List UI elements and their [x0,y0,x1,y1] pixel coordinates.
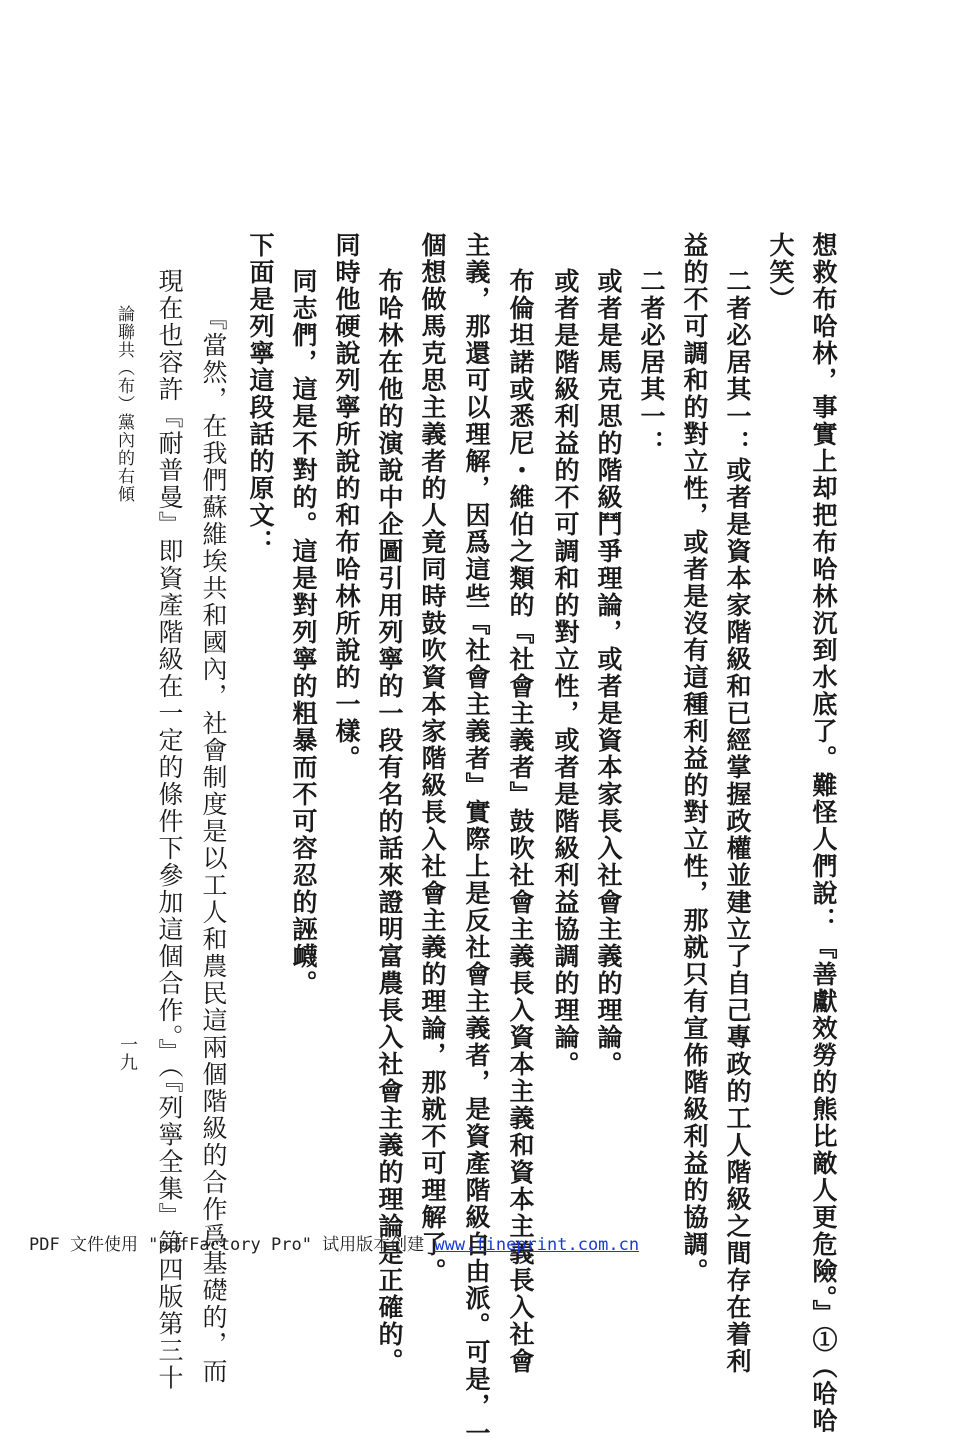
text-column: 下面是列寧這段話的原文： [246,232,275,556]
text-column: 布哈林在他的演說中企圖引用列寧的一段有名的話來證明富農長入社會主義的理論是正確的。 [375,268,404,1375]
text-column: 或者是馬克思的階級鬥爭理論，或者是資本家長入社會主義的理論。 [594,268,623,1078]
quote-column: 『當然，在我們蘇維埃共和國內，社會制度是以工人和農民這兩個階級的合作爲基礎的，而 [199,305,228,1385]
text-column: 同時他硬說列寧所說的和布哈林所說的一樣。 [332,232,361,772]
text-column: 益的不可調和的對立性，或者是沒有這種利益的對立性，那就只有宣佈階級利益的協調。 [680,232,709,1285]
text-column: 大笑） [766,232,795,313]
text-column: 個想做馬克思主義者的人竟同時鼓吹資本家階級長入社會主義的理論，那就不可理解了。 [418,232,447,1285]
running-head: 論聯共（布）黨內的右傾 [114,305,134,503]
text-column: 布倫坦諾或悉尼・維伯之類的『社會主義者』鼓吹社會主義長入資本主義和資本主義長入社會 [506,268,535,1375]
text-column: 想救布哈林，事實上却把布哈林沉到水底了。難怪人們說：『善獻效勞的熊比敵人更危險。』①（哈哈 [809,232,838,1435]
footer-text: PDF 文件使用 "pdfFactory Pro" 试用版本创建 [29,1235,425,1255]
quote-column: 現在也容許『耐普曼』即資產階級在一定的條件下參加這個合作。』（『列寧全集』第四版第三十 [155,268,184,1392]
footer-link[interactable]: www.fineprint.com.cn [434,1235,640,1255]
text-column: 同志們，這是不對的。這是對列寧的粗暴而不可容忍的誣衊。 [289,268,318,997]
text-column: 二者必居其一： [637,268,666,457]
pdf-footer [29,1230,639,1255]
text-column: 二者必居其一：或者是資本家階級和已經掌握政權並建立了自己專政的工人階級之間存在着利 [723,268,752,1375]
text-column: 或者是階級利益的不可調和的對立性，或者是階級利益協調的理論。 [551,268,580,1078]
page-number: 一九 [117,1035,138,1071]
text-column: 主義，那還可以理解，因爲這些『社會主義者』實際上是反社會主義者，是資產階級自由派。可是，一 [462,232,491,1447]
